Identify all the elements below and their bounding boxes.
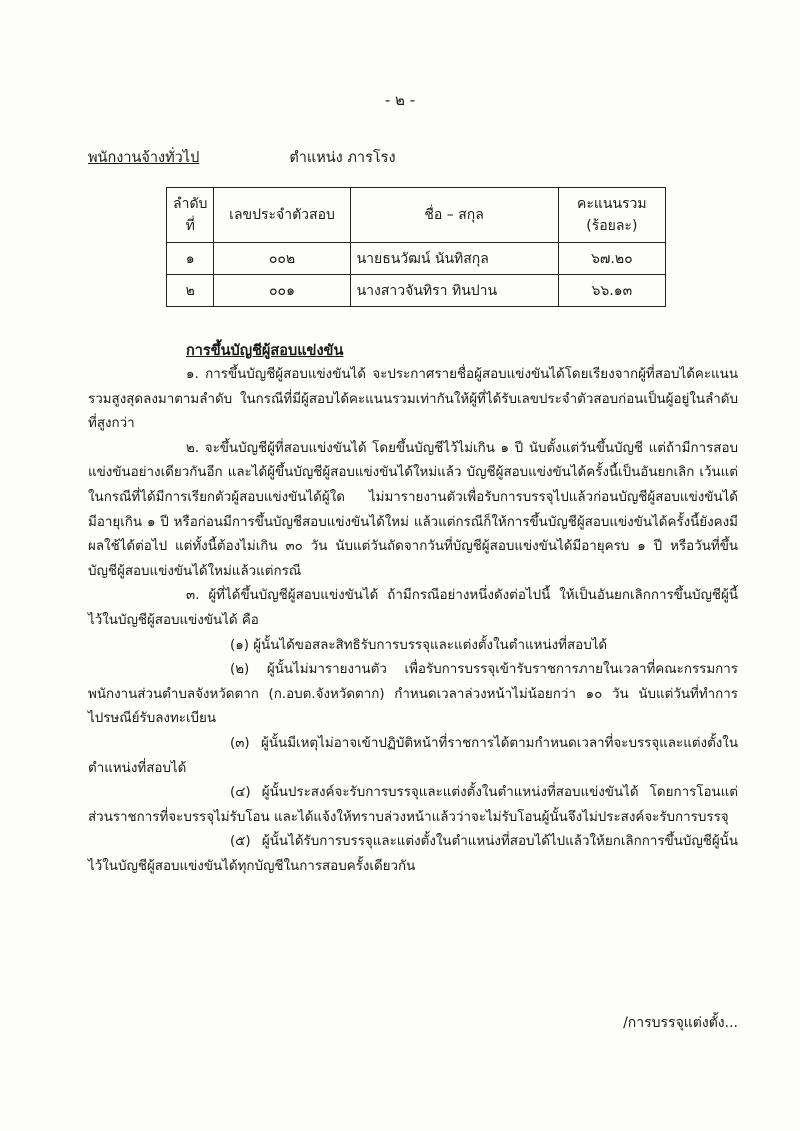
header-rank: ลำดับที่ (167, 188, 214, 243)
paragraph-3: ๓. ผู้ที่ได้ขึ้นบัญชีผู้สอบแข่งขันได้ ถ้ามีกรณีอย่างหนึ่งดังต่อไปนี้ ให้เป็นอันยกเลิกการขึ้นบัญชีผู้นี้ไว้ในบัญชีผู้สอบแข่งขันได้ คือ (88, 588, 738, 628)
sub-item-4: (๔) ผู้นั้นประสงค์จะรับการบรรจุและแต่งตั้งในตำแหน่งที่สอบแข่งขันได้ โดยการโอนแต่ส่วนราชการที่จะบรรจุไม่รับโอน และได้แจ้งให้ทราบล่วงหน้าแล้วว่าจะไม่รับโอนผู้นั้นจึงไม่ประสงค์จะรับการบรรจุ (88, 785, 738, 825)
next-page-marker: /การบรรจุแต่งตั้ง... (623, 1015, 738, 1031)
table-row (167, 243, 666, 275)
body-text (88, 363, 738, 879)
sub-item-3: (๓) ผู้นั้นมีเหตุไม่อาจเข้าปฏิบัติหน้าที่ราชการได้ตามกำหนดเวลาที่จะบรรจุและแต่งตั้งในตำแหน่งที่สอบได้ (88, 735, 738, 776)
cell-score: ๖๖.๑๓ (558, 275, 665, 307)
results-table (166, 187, 666, 307)
cell-name: นายธนวัฒน์ นันทิสกุล (350, 243, 558, 275)
section-heading: การขึ้นบัญชีผู้สอบแข่งขัน (186, 343, 344, 359)
page-number: - ๒ - (384, 91, 416, 109)
cell-score: ๖๗.๒๐ (558, 243, 665, 275)
header-exam-id: เลขประจำตัวสอบ (214, 188, 350, 243)
header-name: ชื่อ – สกุล (350, 188, 558, 243)
cell-exam-id: ๐๐๑ (214, 275, 350, 307)
sub-item-2: (๒) ผู้นั้นไม่มารายงานตัว เพื่อรับการบรรจุเข้ารับราชการภายในเวลาที่คณะกรรมการพนักงานส่วนตำบลจังหวัดตาก (ก.อบต.จังหวัดตาก) กำหนดเวลาล่วงหน้าไม่น้อยกว่า ๑๐ วัน นับแต่วันที่ทำการไปรษณีย์รับลงทะเบียน (88, 662, 738, 727)
table-row (167, 275, 666, 307)
employee-type: พนักงานจ้างทั่วไป (88, 150, 200, 166)
position-title: ตำแหน่ง ภารโรง (289, 150, 396, 166)
sub-item-1: (๑) ผู้นั้นได้ขอสละสิทธิรับการบรรจุและแต่งตั้งในตำแหน่งที่สอบได้ (230, 637, 608, 653)
sub-item-5: (๕) ผู้นั้นได้รับการบรรจุและแต่งตั้งในตำแหน่งที่สอบได้ไปแล้วให้ยกเลิกการขึ้นบัญชีผู้นั้นไว้ในบัญชีผู้สอบแข่งขันได้ทุกบัญชีในการสอบครั้งเดียวกัน (88, 834, 738, 874)
cell-name: นางสาวจันทิรา ทินปาน (350, 275, 558, 307)
table-header-row (167, 188, 666, 243)
position-line (88, 146, 396, 169)
cell-rank: ๒ (167, 275, 214, 307)
cell-rank: ๑ (167, 243, 214, 275)
paragraph-2: ๒. จะขึ้นบัญชีผู้ที่สอบแข่งขันได้ โดยขึ้นบัญชีไว้ไม่เกิน ๑ ปี นับตั้งแต่วันขึ้นบัญชี แต่ถ้ามีการสอบแข่งขันอย่างเดียวกันอีก และได้ผู้ขึ้นบัญชีผู้สอบแข่งขันได้ใหม่แล้ว บัญชีผู้สอบแข่งขันได้ครั้งนี้เป็นอันยกเลิก เว้นแต่ในกรณีที่ได้มีการเรียกตัวผู้สอบแข่งขันได้ผู้ใด ไม่มารายงานตัวเพื่อรับการบรรจุไปแล้วก่อนบัญชีผู้สอบแข่งขันได้มีอายุเกิน ๑ ปี หรือก่อนมีการขึ้นบัญชีสอบแข่งขันได้ใหม่ แล้วแต่กรณีก็ให้การขึ้นบัญชีผู้สอบแข่งขันได้ครั้งนี้ยังคงมีผลใช้ได้ต่อไป แต่ทั้งนี้ต้องไม่เกิน ๓๐ วัน นับแต่วันถัดจากวันที่บัญชีผู้สอบแข่งขันได้มีอายุครบ ๑ ปี หรือวันที่ขึ้นบัญชีผู้สอบแข่งขันได้ใหม่แล้วแต่กรณี (88, 440, 738, 579)
paragraph-1: ๑. การขึ้นบัญชีผู้สอบแข่งขันได้ จะประกาศรายชื่อผู้สอบแข่งขันได้โดยเรียงจากผู้ที่สอบได้คะแนนรวมสูงสุดลงมาตามลำดับ ในกรณีที่มีผู้สอบได้คะแนนรวมเท่ากันให้ผู้ที่ได้รับเลขประจำตัวสอบก่อนเป็นผู้อยู่ในลำดับที่สูงกว่า (88, 367, 738, 432)
cell-exam-id: ๐๐๒ (214, 243, 350, 275)
header-score: คะแนนรวม (ร้อยละ) (558, 188, 665, 243)
